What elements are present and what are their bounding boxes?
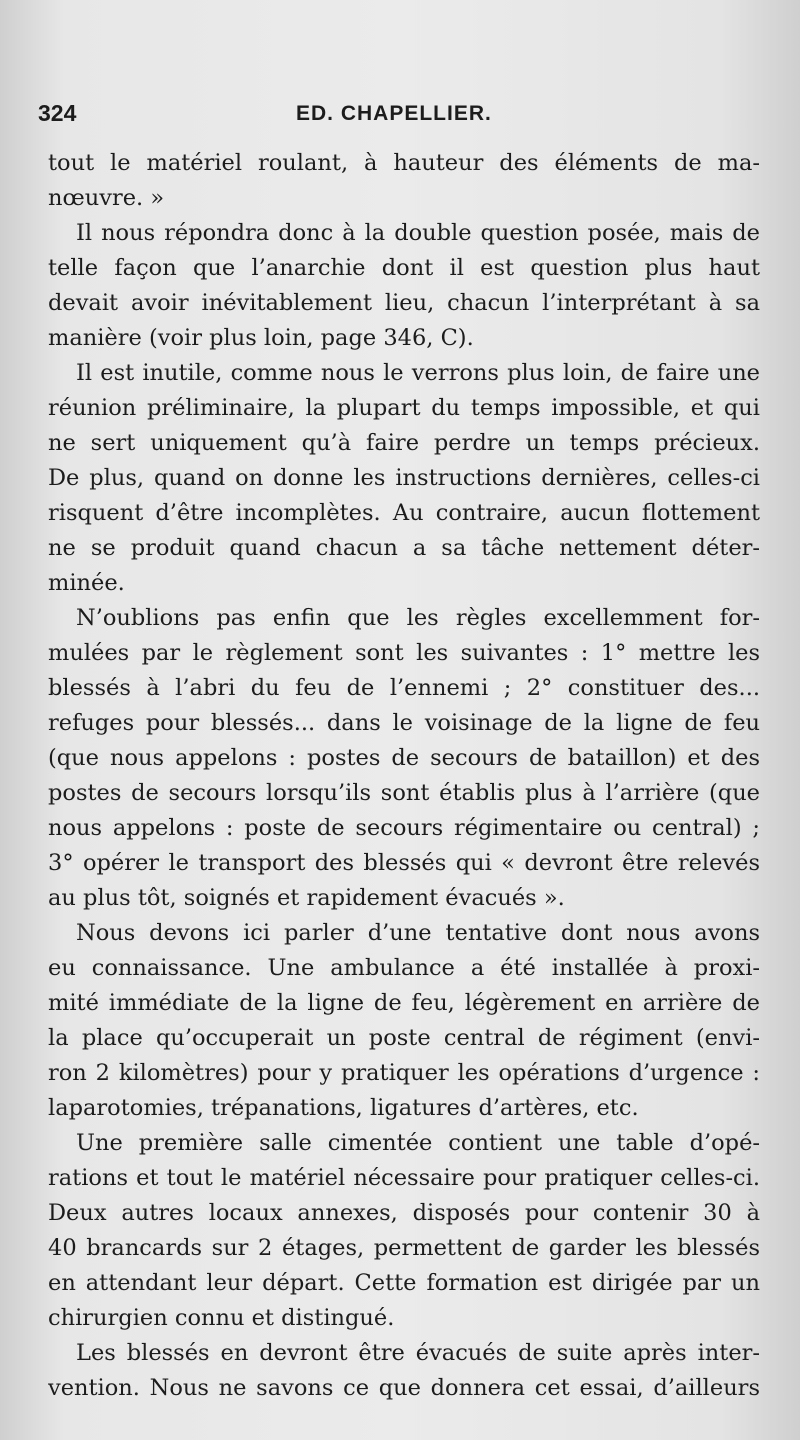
text-line: manière (voir plus loin, page 346, C). — [48, 325, 474, 351]
text-line: Il nous répondra donc à la double question posée, mais de — [76, 220, 760, 246]
text-line: nœuvre. » — [48, 185, 165, 211]
running-head: ED. CHAPELLIER. — [296, 102, 492, 125]
text-line: ne se produit quand chacun a sa tâche nettement déter- — [48, 535, 760, 561]
text-line: postes de secours lorsqu’ils sont établis plus à l’arrière (que — [48, 780, 760, 806]
text-line: rations et tout le matériel nécessaire pour pratiquer celles-ci. — [48, 1165, 760, 1191]
text-line: au plus tôt, soignés et rapidement évacués ». — [48, 885, 565, 911]
text-line: laparotomies, trépanations, ligatures d’artères, etc. — [48, 1095, 639, 1121]
text-line: minée. — [48, 570, 125, 596]
text-line: Les blessés en devront être évacués de suite après inter- — [76, 1340, 760, 1366]
text-line: réunion préliminaire, la plupart du temps impossible, et qui — [48, 395, 760, 421]
text-line: refuges pour blessés... dans le voisinage de la ligne de feu — [48, 710, 760, 736]
text-line: telle façon que l’anarchie dont il est question plus haut — [48, 255, 760, 281]
text-line: Nous devons ici parler d’une tentative dont nous avons — [76, 920, 760, 946]
text-line: (que nous appelons : postes de secours de bataillon) et des — [48, 745, 760, 771]
page-number: 324 — [38, 100, 77, 126]
text-line: ron 2 kilomètres) pour y pratiquer les opérations d’urgence : — [48, 1060, 760, 1086]
text-line: nous appelons : poste de secours régimentaire ou central) ; — [48, 815, 760, 841]
text-line: blessés à l’abri du feu de l’ennemi ; 2° constituer des... — [48, 675, 760, 701]
text-line: ne sert uniquement qu’à faire perdre un temps précieux. — [48, 430, 760, 456]
body-text — [48, 146, 760, 1406]
text-line: devait avoir inévitablement lieu, chacun l’interprétant à sa — [48, 290, 760, 316]
text-line: 3° opérer le transport des blessés qui « devront être relevés — [48, 850, 760, 876]
text-line: la place qu’occuperait un poste central de régiment (envi- — [48, 1025, 760, 1051]
text-line: en attendant leur départ. Cette formation est dirigée par un — [48, 1270, 760, 1296]
text-line: N’oublions pas enfin que les règles excellemment for- — [76, 605, 760, 631]
text-line: Deux autres locaux annexes, disposés pour contenir 30 à — [48, 1200, 760, 1226]
text-line: mité immédiate de la ligne de feu, légèrement en arrière de — [48, 990, 760, 1016]
text-line: De plus, quand on donne les instructions dernières, celles-ci — [48, 465, 760, 491]
text-line: risquent d’être incomplètes. Au contraire, aucun flottement — [48, 500, 760, 526]
text-line: Une première salle cimentée contient une table d’opé- — [76, 1130, 760, 1156]
text-line: mulées par le règlement sont les suivantes : 1° mettre les — [48, 640, 760, 666]
text-line: tout le matériel roulant, à hauteur des éléments de ma- — [48, 150, 760, 176]
page-header — [0, 98, 800, 134]
text-line: vention. Nous ne savons ce que donnera cet essai, d’ailleurs — [48, 1375, 760, 1401]
text-line: Il est inutile, comme nous le verrons plus loin, de faire une — [76, 360, 760, 386]
text-line: chirurgien connu et distingué. — [48, 1305, 395, 1331]
text-line: eu connaissance. Une ambulance a été installée à proxi- — [48, 955, 760, 981]
text-line: 40 brancards sur 2 étages, permettent de garder les blessés — [48, 1235, 760, 1261]
